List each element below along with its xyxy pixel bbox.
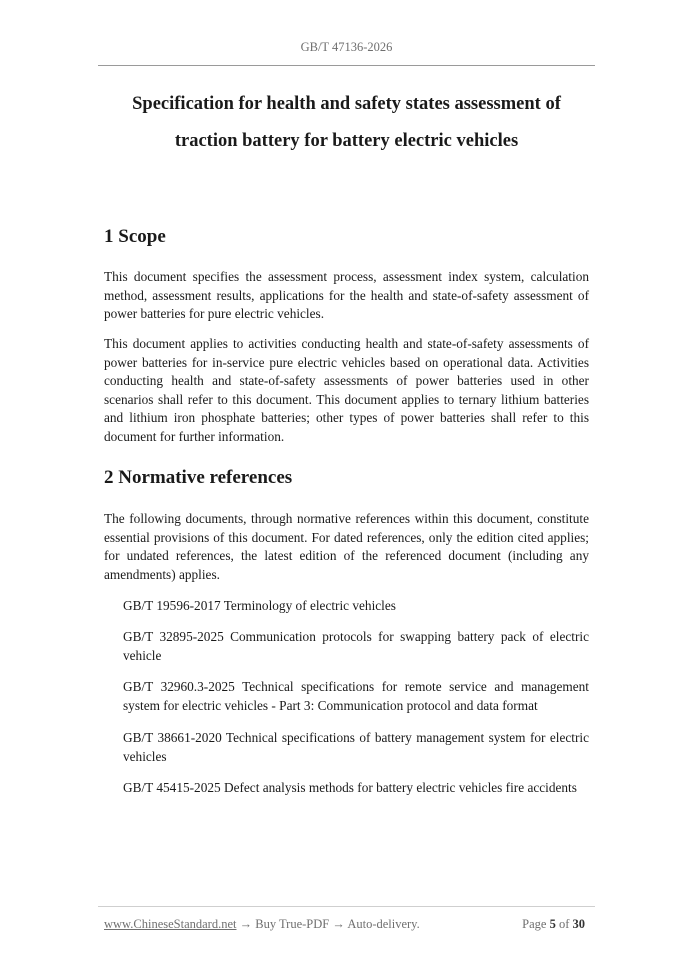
header-divider xyxy=(98,65,595,66)
document-title xyxy=(60,86,633,160)
site-link[interactable]: www.ChineseStandard.net xyxy=(104,917,237,931)
buy-true-pdf-text: Buy True-PDF xyxy=(255,917,330,931)
reference-item-gbt-32960-3: GB/T 32960.3-2025 Technical specifications for remote service and management system for electric vehicles - Part 3: Communication protocol and data format xyxy=(123,679,589,713)
footer-divider xyxy=(98,906,595,907)
document-title-line-2: traction battery for battery electric vehicles xyxy=(174,131,519,151)
document-title-line-1: Specification for health and safety states assessment of xyxy=(132,94,561,114)
reference-item-gbt-19596: GB/T 19596-2017 Terminology of electric vehicles xyxy=(123,598,396,613)
auto-delivery-text: Auto-delivery. xyxy=(347,917,420,931)
page-counter xyxy=(522,917,585,932)
scope-paragraph-1: This document specifies the assessment process, assessment index system, calculation method, assessment results, applications for the health and state-of-safety assessment of power batteries for pure electric vehicles. xyxy=(104,269,589,322)
arrow-right-icon: → xyxy=(239,917,253,931)
page-label: Page xyxy=(522,917,547,931)
scope-paragraph-2: This document applies to activities conducting health and state-of-safety assessments of power batteries for in-service pure electric vehicles based on operational data. Activities conducting health and state-of-safety assessments of power batteries used in other scenarios shall refer to this document. This document applies to ternary lithium batteries and lithium iron phosphate batteries; other types of power batteries shall refer to this document for further information. xyxy=(104,336,589,444)
standard-code: GB/T 47136-2026 xyxy=(300,40,393,54)
section-heading-normative-references: 2 Normative references xyxy=(104,467,293,488)
normative-intro-paragraph: The following documents, through normative references within this document, constitute essential provisions of this document. For dated references, only the edition cited applies; for undated references, the latest edition of the referenced document (including any amendments) applies. xyxy=(104,511,589,582)
total-pages-number: 30 xyxy=(572,917,585,931)
arrow-right-icon: → xyxy=(332,917,345,931)
of-label: of xyxy=(558,917,570,931)
current-page-number: 5 xyxy=(549,917,556,931)
footer-links xyxy=(104,917,420,932)
reference-item-gbt-45415: GB/T 45415-2025 Defect analysis methods for battery electric vehicles fire accidents xyxy=(123,780,577,795)
reference-item-gbt-38661: GB/T 38661-2020 Technical specifications of battery management system for electric vehicles xyxy=(123,730,589,764)
section-heading-scope: 1 Scope xyxy=(104,226,166,247)
reference-item-gbt-32895: GB/T 32895-2025 Communication protocols for swapping battery pack of electric vehicle xyxy=(123,629,589,663)
